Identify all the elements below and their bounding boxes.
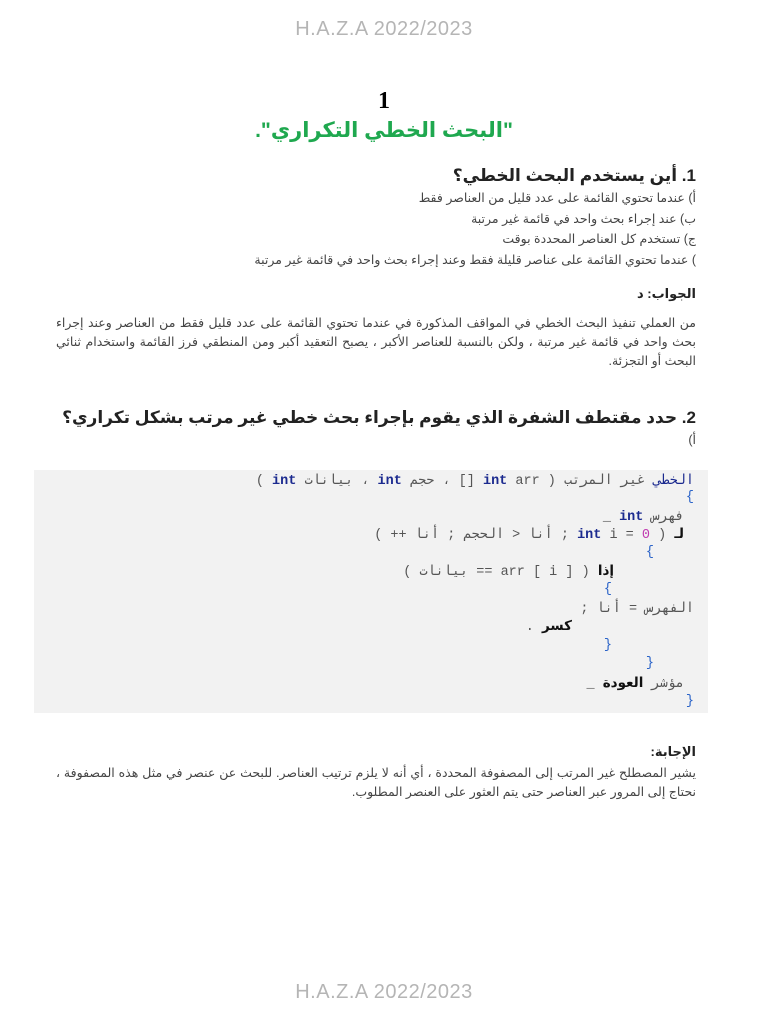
- code-line-1: الخطي غير المرتب ( int arr [] ، حجم int ، بيانات int ): [255, 474, 694, 489]
- code-line-11: {: [645, 656, 654, 671]
- question-1-answer: الجواب: د: [637, 286, 696, 301]
- option-c: ج) تستخدم كل العناصر المحددة بوقت: [502, 232, 696, 246]
- code-line-12: مؤشر العودة _: [586, 675, 684, 692]
- option-d: ) عندما تحتوي القائمة على عناصر قليلة فقط وعند إجراء بحث واحد في قائمة غير مرتبة: [254, 252, 696, 267]
- page-header: H.A.Z.A 2022/2023: [295, 18, 473, 40]
- code-function-name: الخطي: [653, 474, 694, 489]
- code-line-6: إذا ( arr [ i ] == بيانات ): [403, 563, 614, 580]
- code-block: [34, 470, 708, 713]
- code-line-2: }: [685, 490, 694, 505]
- code-line-10: {: [603, 638, 612, 653]
- code-line-13: {: [685, 694, 694, 709]
- question-1-explanation: من العملي تنفيذ البحث الخطي في المواقف المذكورة في عندما تحتوي القائمة على عدد قليل فقط من العناصر وعند إجراء بحث واحد في قائمة غير مرتبة ، ولكن بالنسبة للعناصر الأكبر ، يصبح التعقيد أكبر ومن المنطقي فرز القائمة واستخدام ثنائي البحث أو التجزئة.: [56, 316, 696, 368]
- page-footer: H.A.Z.A 2022/2023: [295, 981, 473, 1003]
- code-line-8: الفهرس = أنا ;: [580, 602, 694, 617]
- option-b: ب) عند إجراء بحث واحد في قائمة غير مرتبة: [471, 211, 696, 226]
- question-1-options: [60, 188, 696, 270]
- question-2-explanation: يشير المصطلح غير المرتب إلى المصفوفة المحددة ، أي أنه لا يلزم ترتيب العناصر. للبحث عن عنصر في مثل هذه المصفوفة ، نحتاج إلى المرور عبر العناصر حتى يتم العثور على العنصر المطلوب.: [56, 766, 696, 799]
- code-line-3: فهرس int _: [602, 510, 684, 525]
- page-number: 1: [378, 88, 390, 114]
- question-2-answer: الإجابة:: [650, 744, 696, 759]
- code-line-4: لـ ( int i = 0 ; أنا < الحجم ; أنا ++ ): [374, 526, 684, 543]
- question-2-option-a: أ): [688, 433, 696, 447]
- code-line-9: كسر .: [525, 618, 572, 635]
- option-a: أ) عندما تحتوي القائمة على عدد قليل من العناصر فقط: [418, 191, 696, 205]
- question-1-heading: 1. أين يستخدم البحث الخطي؟: [452, 166, 696, 185]
- chapter-title: "البحث الخطي التكراري".: [255, 119, 513, 142]
- question-2-heading: 2. حدد مقتطف الشفرة الذي يقوم بإجراء بحث خطي غير مرتب بشكل تكراري؟: [62, 408, 696, 427]
- code-line-5: }: [645, 545, 654, 560]
- code-line-7: }: [603, 582, 612, 597]
